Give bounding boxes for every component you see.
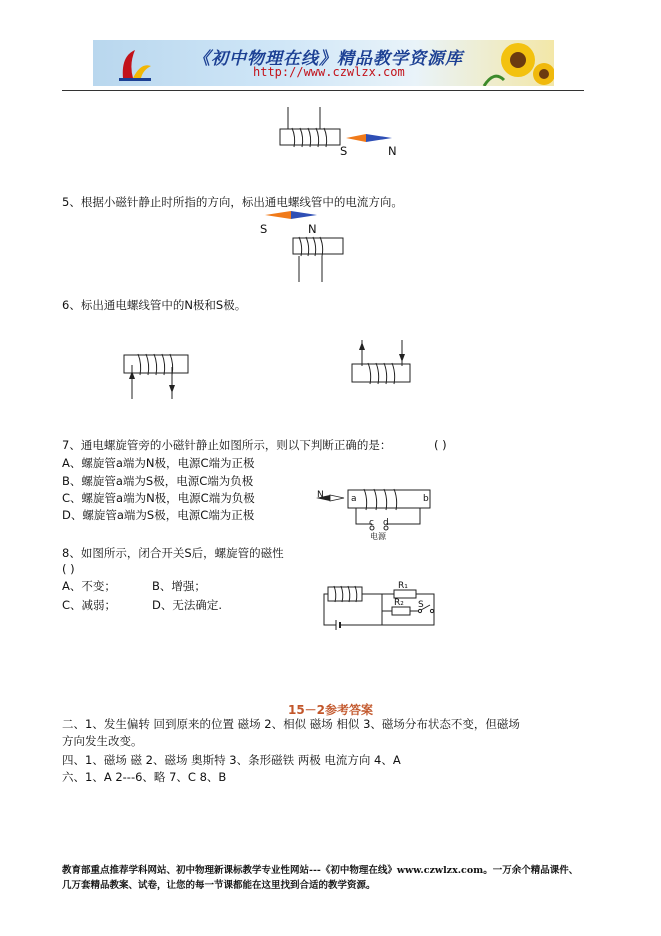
footer-line-1: 教育部重点推荐学科网站、初中物理新课标教学专业性网站---《初中物理在线》www.czwlzx.com。一万余个精品课件、	[62, 865, 579, 876]
q5-s-label: S	[260, 222, 268, 236]
site-logo-icon	[115, 44, 155, 84]
banner-url[interactable]: http://www.czwlzx.com	[253, 65, 405, 79]
q5-question: 5、根据小磁针静止时所指的方向，标出通电螺线管中的电流方向。	[62, 195, 403, 209]
q6-solenoid-right	[352, 340, 422, 390]
q8-option-b: B、增强；	[152, 579, 206, 593]
q8-fig-s-label: S	[418, 600, 424, 610]
q4-n-label: N	[388, 144, 397, 158]
q8-option-a: A、不变；	[62, 579, 116, 593]
q7-fig-b-label: b	[423, 494, 429, 504]
q8-circuit-figure	[322, 581, 447, 633]
q7-fig-a-label: a	[351, 494, 357, 504]
q8-fig-r2-label: R₂	[394, 598, 404, 608]
q7-fig-power-label: 电源	[370, 532, 386, 541]
q7-option-d: D、螺旋管a端为S极，电源C端为正极	[62, 508, 255, 522]
q7-question: 7、通电螺旋管旁的小磁针静止如图所示，则以下判断正确的是：	[62, 438, 392, 452]
header-banner	[93, 40, 554, 86]
q8-question: 8、如图所示，闭合开关S后，螺旋管的磁性	[62, 546, 284, 560]
answer-line-2: 方向发生改变。	[62, 734, 143, 748]
q8-option-d: D、无法确定.	[152, 598, 223, 612]
q6-question: 6、标出通电螺线管中的N极和S极。	[62, 298, 247, 312]
q8-option-c: C、减弱；	[62, 598, 117, 612]
q7-fig-c-label: c	[369, 518, 374, 528]
footer-line-2: 几万套精品教案、试卷，让您的每一节课都能在这里找到合适的教学资源。	[62, 880, 376, 891]
q7-option-a: A、螺旋管a端为N极，电源C端为正极	[62, 456, 255, 470]
q7-fig-d-label: d	[383, 518, 389, 528]
q5-solenoid-figure	[293, 236, 353, 286]
q7-option-c: C、螺旋管a端为N极，电源C端为负极	[62, 491, 255, 505]
answer-line-1: 二、1、发生偏转 回到原来的位置 磁场 2、相似 磁场 相似 3、磁场分布状态不变，但磁场	[62, 717, 520, 731]
answer-line-4: 六、1、A 2---6、略 7、C 8、B	[62, 770, 227, 784]
q5-n-label: N	[308, 222, 317, 236]
q6-solenoid-left	[124, 353, 194, 403]
banner-title: 《初中物理在线》精品教学资源库	[193, 49, 463, 69]
q8-answer-blank[interactable]: ( )	[62, 562, 75, 576]
q7-answer-blank[interactable]: ( )	[434, 438, 447, 452]
q7-option-b: B、螺旋管a端为S极，电源C端为负极	[62, 474, 254, 488]
header-divider	[62, 90, 584, 91]
q5-compass-needle	[265, 211, 325, 221]
q4-s-label: S	[340, 144, 348, 158]
sunflower-decoration	[474, 40, 554, 86]
answer-line-3: 四、1、磁场 磁 2、磁场 奥斯特 3、条形磁铁 两极 电流方向 4、A	[62, 753, 401, 767]
q8-fig-r1-label: R₁	[398, 581, 408, 591]
answers-title: 15－2参考答案	[287, 703, 374, 717]
q7-fig-n-label: N	[317, 490, 324, 500]
